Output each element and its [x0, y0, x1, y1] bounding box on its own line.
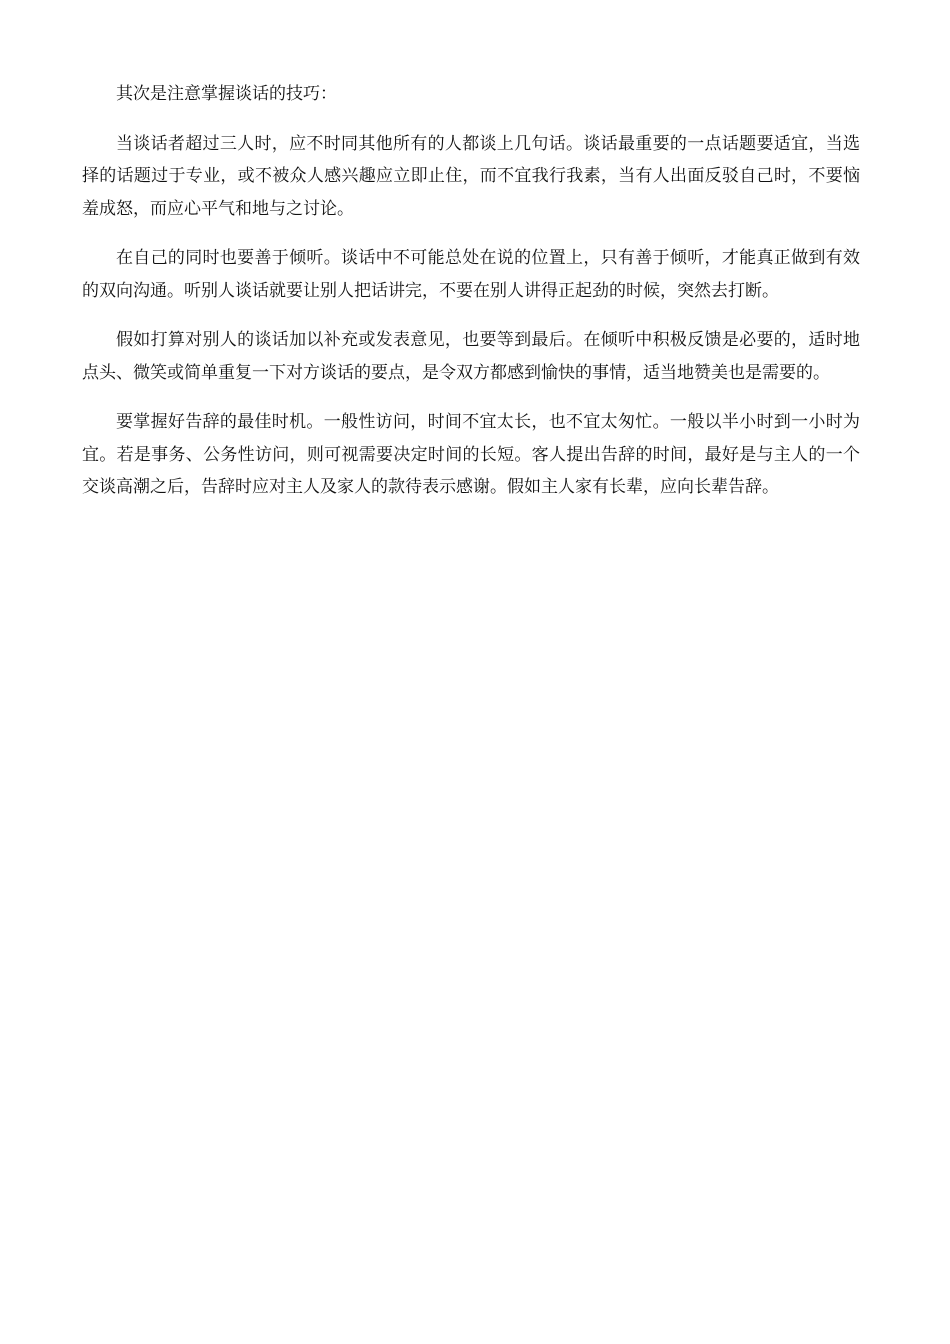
- paragraph-listening: 在自己的同时也要善于倾听。谈话中不可能总处在说的位置上，只有善于倾听，才能真正做到有效的双向沟通。听别人谈话就要让别人把话讲完，不要在别人讲得正起劲的时候，突然去打断。: [82, 248, 860, 301]
- document-page: [82, 78, 860, 521]
- paragraph-intro: 其次是注意掌握谈话的技巧：: [116, 84, 337, 104]
- paragraph-feedback: 假如打算对别人的谈话加以补充或发表意见，也要等到最后。在倾听中积极反馈是必要的，适时地点头、微笑或简单重复一下对方谈话的要点，是令双方都感到愉快的事情，适当地赞美也是需要的。: [82, 330, 860, 383]
- paragraph-group-conversation: 当谈话者超过三人时，应不时同其他所有的人都谈上几句话。谈话最重要的一点话题要适宜，当选择的话题过于专业，或不被众人感兴趣应立即止住，而不宜我行我素，当有人出面反驳自己时，不要恼羞成怒，而应心平气和地与之讨论。: [82, 133, 860, 219]
- paragraph-leave-taking: 要掌握好告辞的最佳时机。一般性访问，时间不宜太长，也不宜太匆忙。一般以半小时到一小时为宜。若是事务、公务性访问，则可视需要决定时间的长短。客人提出告辞的时间，最好是与主人的一个交谈高潮之后，告辞时应对主人及家人的款待表示感谢。假如主人家有长辈，应向长辈告辞。: [82, 412, 860, 497]
